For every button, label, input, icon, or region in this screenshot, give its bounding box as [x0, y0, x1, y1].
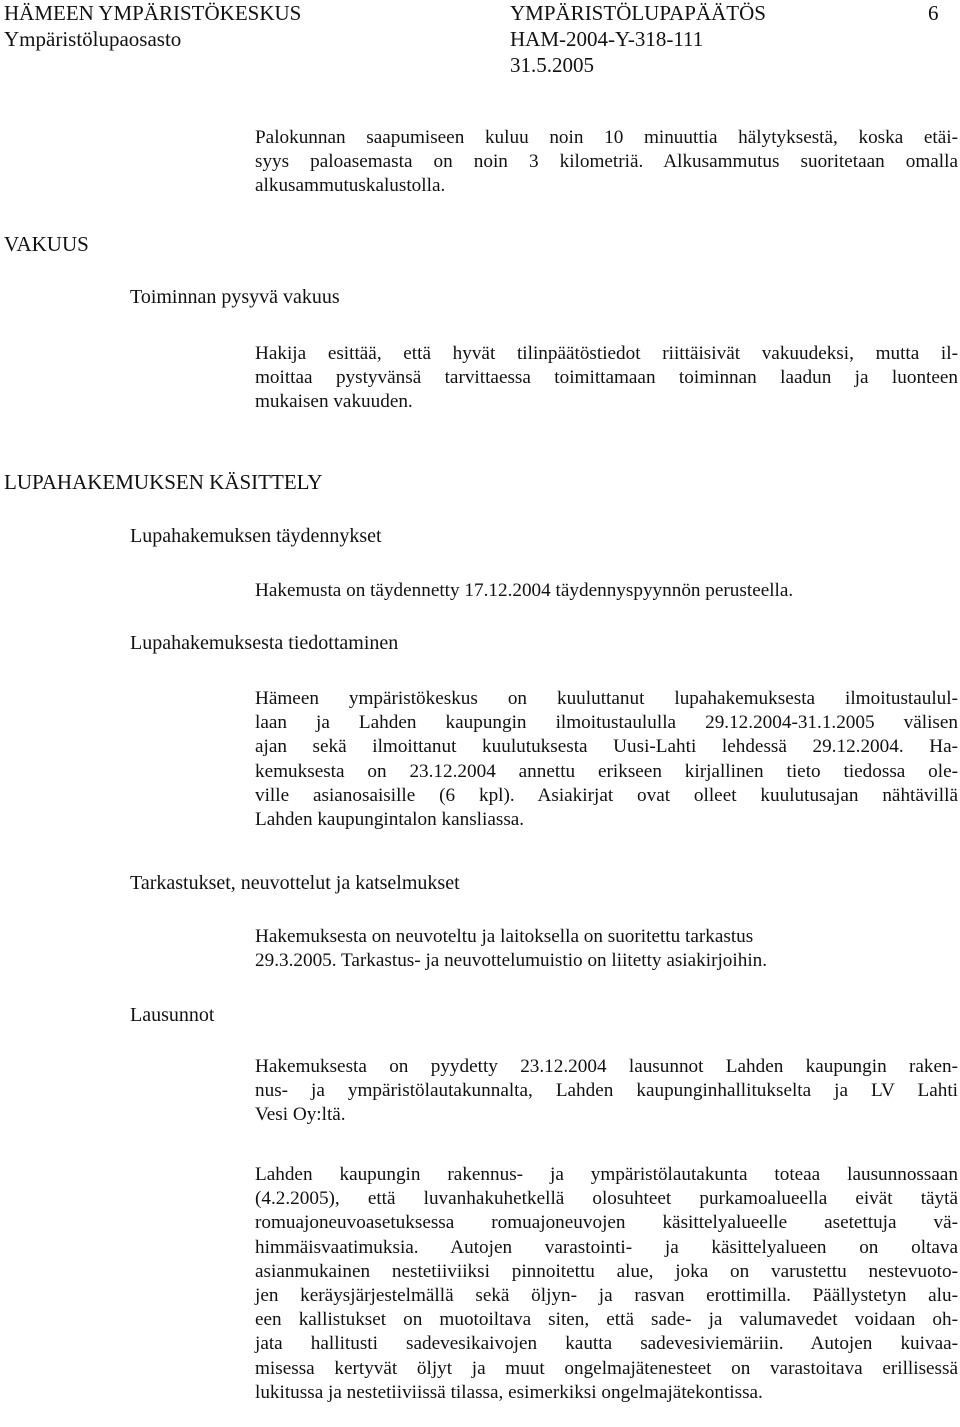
text-line: Lahden kaupungintalon kansliassa.: [255, 809, 525, 831]
text-line: Vesi Oy:ltä.: [255, 1104, 346, 1126]
lausunnot-paragraph-2: [255, 1163, 958, 1405]
text-line: mukaisen vakuuden.: [255, 391, 413, 413]
text-line: himmäisvaatimuksia. Autojen varastointi- ja käsittelyalueen on oltava: [255, 1236, 958, 1258]
text-line: ajan sekä ilmoittanut kuulutuksesta Uusi-Lahti lehdessä 29.12.2004. Ha-: [255, 736, 958, 758]
text-line: Hakemuksesta on pyydetty 23.12.2004 lausunnot Lahden kaupungin raken-: [255, 1056, 958, 1077]
subheading-pysyva-vakuus: Toiminnan pysyvä vakuus: [130, 286, 340, 308]
vakuus-paragraph: [255, 342, 958, 415]
text-line: een kallistukset on muotoiltava siten, että sade- ja valumavedet voidaan oh-: [255, 1309, 958, 1331]
header-unit: Ympäristölupaosasto: [4, 27, 182, 51]
tiedottaminen-paragraph: [255, 687, 958, 832]
text-line: 29.3.2005. Tarkastus- ja neuvottelumuistio on liitetty asiakirjoihin.: [255, 950, 768, 972]
text-line: asianmukainen nestetiiviiksi pinnoitettu alue, joka on varustettu nestevuoto-: [255, 1260, 958, 1282]
text-line: Hämeen ympäristökeskus on kuuluttanut lupahakemuksesta ilmoitustaulul-: [255, 688, 958, 709]
text-line: Hakemusta on täydennetty 17.12.2004 täydennyspyynnön perusteella.: [255, 580, 794, 601]
header-reference: HAM-2004-Y-318-111: [510, 27, 704, 51]
text-line: lukitussa ja nestetiiviissä tilassa, esimerkiksi ongelmajätekontissa.: [255, 1381, 763, 1403]
text-line: ville asianosaisille (6 kpl). Asiakirjat ovat olleet kuulutusajan nähtävillä: [255, 784, 958, 806]
text-line: Hakija esittää, että hyvät tilinpäätöstiedot riittäisivät vakuudeksi, mutta il-: [255, 343, 958, 364]
section-heading-kasittely: LUPAHAKEMUKSEN KÄSITTELY: [4, 470, 323, 494]
text-line: nus- ja ympäristölautakunnalta, Lahden kaupunginhallitukselta ja LV Lahti: [255, 1080, 958, 1102]
taydennykset-paragraph: [255, 579, 958, 603]
subheading-tarkastukset: Tarkastukset, neuvottelut ja katselmukset: [130, 872, 460, 894]
section-heading-vakuus: VAKUUS: [4, 232, 89, 256]
subheading-taydennykset: Lupahakemuksen täydennykset: [130, 525, 382, 547]
header-org: HÄMEEN YMPÄRISTÖKESKUS: [4, 1, 302, 25]
header-page-number: 6: [928, 1, 939, 25]
text-line: Lahden kaupungin rakennus- ja ympäristölautakunta toteaa lausunnossaan: [255, 1164, 958, 1185]
text-line: Hakemuksesta on neuvoteltu ja laitoksella on suoritettu tarkastus: [255, 926, 754, 947]
text-line: alkusammutuskalustolla.: [255, 175, 446, 197]
lausunnot-paragraph-1: [255, 1055, 958, 1128]
text-line: kemuksesta on 23.12.2004 annettu erikseen kirjallinen tieto tiedossa ole-: [255, 760, 958, 782]
header-doc-type: YMPÄRISTÖLUPAPÄÄTÖS: [510, 1, 766, 25]
tarkastukset-paragraph: [255, 925, 958, 973]
intro-paragraph: [255, 126, 958, 199]
header-date: 31.5.2005: [510, 53, 594, 77]
text-line: laan ja Lahden kaupungin ilmoitustaululla 29.12.2004-31.1.2005 välisen: [255, 712, 958, 734]
subheading-lausunnot: Lausunnot: [130, 1004, 215, 1026]
text-line: syys paloasemasta on noin 3 kilometriä. Alkusammutus suoritetaan omalla: [255, 151, 958, 173]
text-line: jata hallitusti sadevesikaivojen kautta sadevesiviemäriin. Autojen kuivaa-: [255, 1333, 958, 1355]
text-line: Palokunnan saapumiseen kuluu noin 10 minuuttia hälytyksestä, koska etäi-: [255, 127, 958, 148]
text-line: jen keräysjärjestelmällä sekä öljyn- ja rasvan erottimilla. Päällystetyn alu-: [255, 1285, 958, 1307]
text-line: romuajoneuvoasetuksessa romuajoneuvojen käsittelyalueelle asetettuja vä-: [255, 1212, 958, 1234]
text-line: moittaa pystyvänsä tarvittaessa toimittamaan toiminnan laadun ja luonteen: [255, 367, 958, 389]
text-line: (4.2.2005), että luvanhakuhetkellä olosuhteet purkamoalueella eivät täytä: [255, 1188, 958, 1210]
text-line: misessa kertyvät öljyt ja muut ongelmajätenesteet on varastoitava erillisessä: [255, 1357, 958, 1379]
subheading-tiedottaminen: Lupahakemuksesta tiedottaminen: [130, 632, 399, 654]
